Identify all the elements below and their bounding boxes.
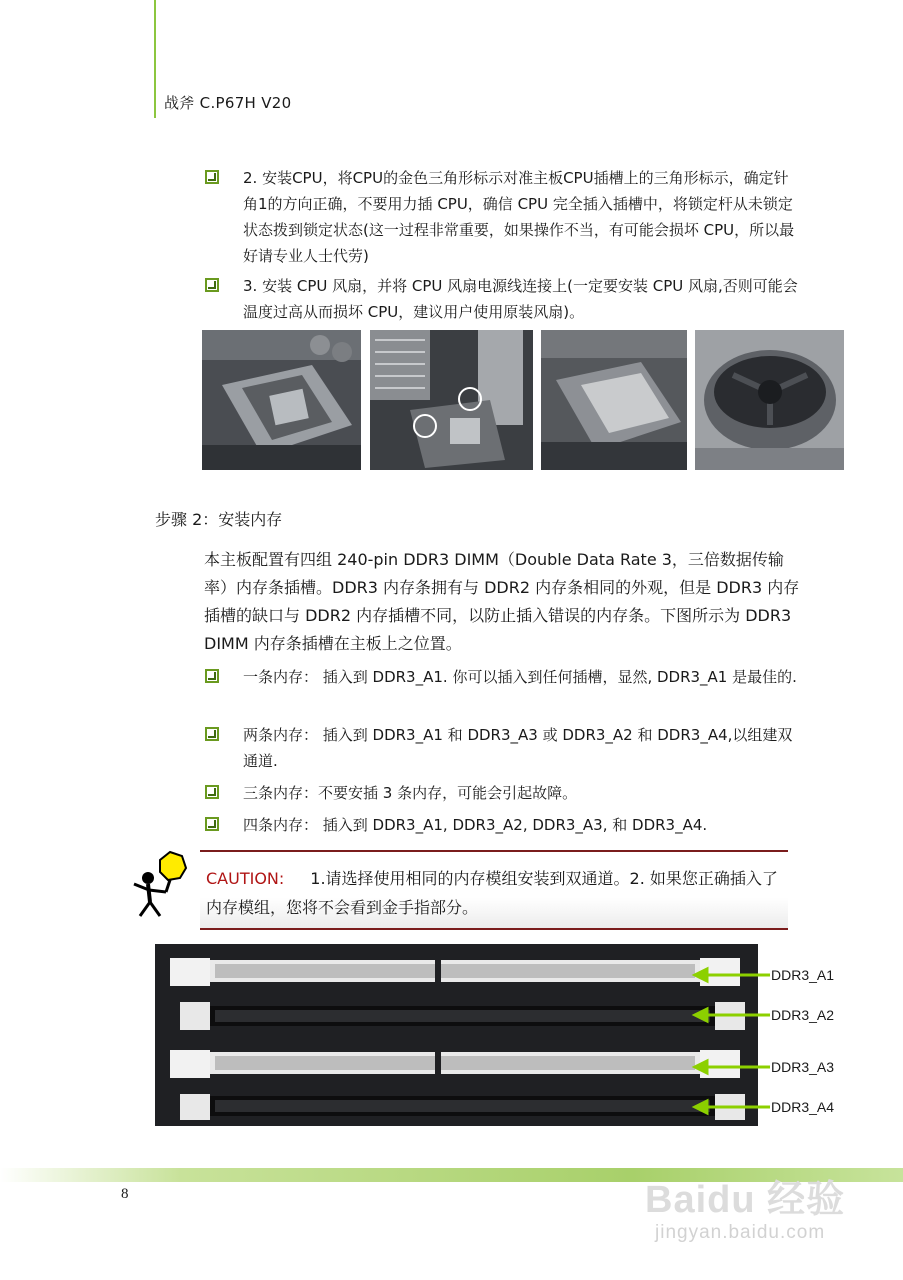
- checkbox-bullet-icon: [205, 170, 219, 184]
- label-ddr3-a2: DDR3_A2: [771, 1007, 835, 1023]
- checkbox-bullet-icon: [205, 817, 219, 831]
- bullet-two-dimms: 两条内存： 插入到 DDR3_A1 和 DDR3_A3 或 DDR3_A2 和 DDR3_A4,以组建双通道.: [243, 726, 793, 770]
- header-accent-line: [154, 0, 156, 118]
- photo-cpu-installed: [541, 330, 687, 470]
- photo-cpu-alignment: [370, 330, 533, 470]
- photo-cpu-fan: [695, 330, 844, 470]
- label-ddr3-a1: DDR3_A1: [771, 967, 835, 983]
- bullet-one-dimm: 一条内存： 插入到 DDR3_A1. 你可以插入到任何插槽，显然, DDR3_A1 是最佳的.: [243, 668, 797, 686]
- caution-text: [206, 864, 784, 922]
- caution-figure-icon: [130, 850, 190, 920]
- checkbox-bullet-icon: [205, 669, 219, 683]
- section-title-install-memory: 步骤 2：安装内存: [155, 510, 283, 529]
- caution-message: 1.请选择使用相同的内存模组安装到双通道。2. 如果您正确插入了内存模组，您将不会看到金手指部分。: [206, 869, 778, 917]
- watermark-logo: Baidu 经验: [645, 1179, 846, 1221]
- checkbox-bullet-icon: [205, 785, 219, 799]
- checkbox-bullet-icon: [205, 278, 219, 292]
- page-number: 8: [121, 1186, 129, 1202]
- bullet-install-cpu: 2. 安装CPU，将CPU的金色三角形标示对准主板CPU插槽上的三角形标示，确定针角1的方向正确，不要用力插 CPU，确信 CPU 完全插入插槽中，将锁定杆从未锁定状态拨到锁定状态(这一过程非常重要，如果操作不当，有可能会损坏 CPU，所以最好请专业人士代劳): [243, 169, 795, 265]
- label-ddr3-a4: DDR3_A4: [771, 1099, 835, 1115]
- bullet-four-dimms: 四条内存： 插入到 DDR3_A1, DDR3_A2, DDR3_A3, 和 DDR3_A4.: [243, 816, 708, 834]
- bullet-three-dimms: 三条内存：不要安插 3 条内存，可能会引起故障。: [243, 784, 578, 802]
- dimm-slots-photo: [155, 944, 758, 1126]
- watermark-url: jingyan.baidu.com: [655, 1222, 826, 1243]
- caution-label: CAUTION:: [206, 869, 285, 888]
- photo-cpu-socket-open: [202, 330, 361, 470]
- bullet-install-fan: 3. 安装 CPU 风扇，并将 CPU 风扇电源线连接上(一定要安装 CPU 风扇,否则可能会温度过高从而损坏 CPU，建议用户使用原装风扇)。: [243, 277, 798, 321]
- header-model-title: 战斧 C.P67H V20: [164, 94, 292, 112]
- memory-description: 本主板配置有四组 240-pin DDR3 DIMM（Double Data Rate 3，三倍数据传输率）内存条插槽。DDR3 内存条拥有与 DDR2 内存条相同的外观，但是 DDR3 内存插槽的缺口与 DDR2 内存插槽不同，以防止插入错误的内存条。下图所示为 DDR3 DIMM 内存条插槽在主板上之位置。: [204, 550, 800, 653]
- label-ddr3-a3: DDR3_A3: [771, 1059, 835, 1075]
- checkbox-bullet-icon: [205, 727, 219, 741]
- dimm-leader-lines: [758, 944, 772, 1126]
- caution-box: [200, 850, 788, 930]
